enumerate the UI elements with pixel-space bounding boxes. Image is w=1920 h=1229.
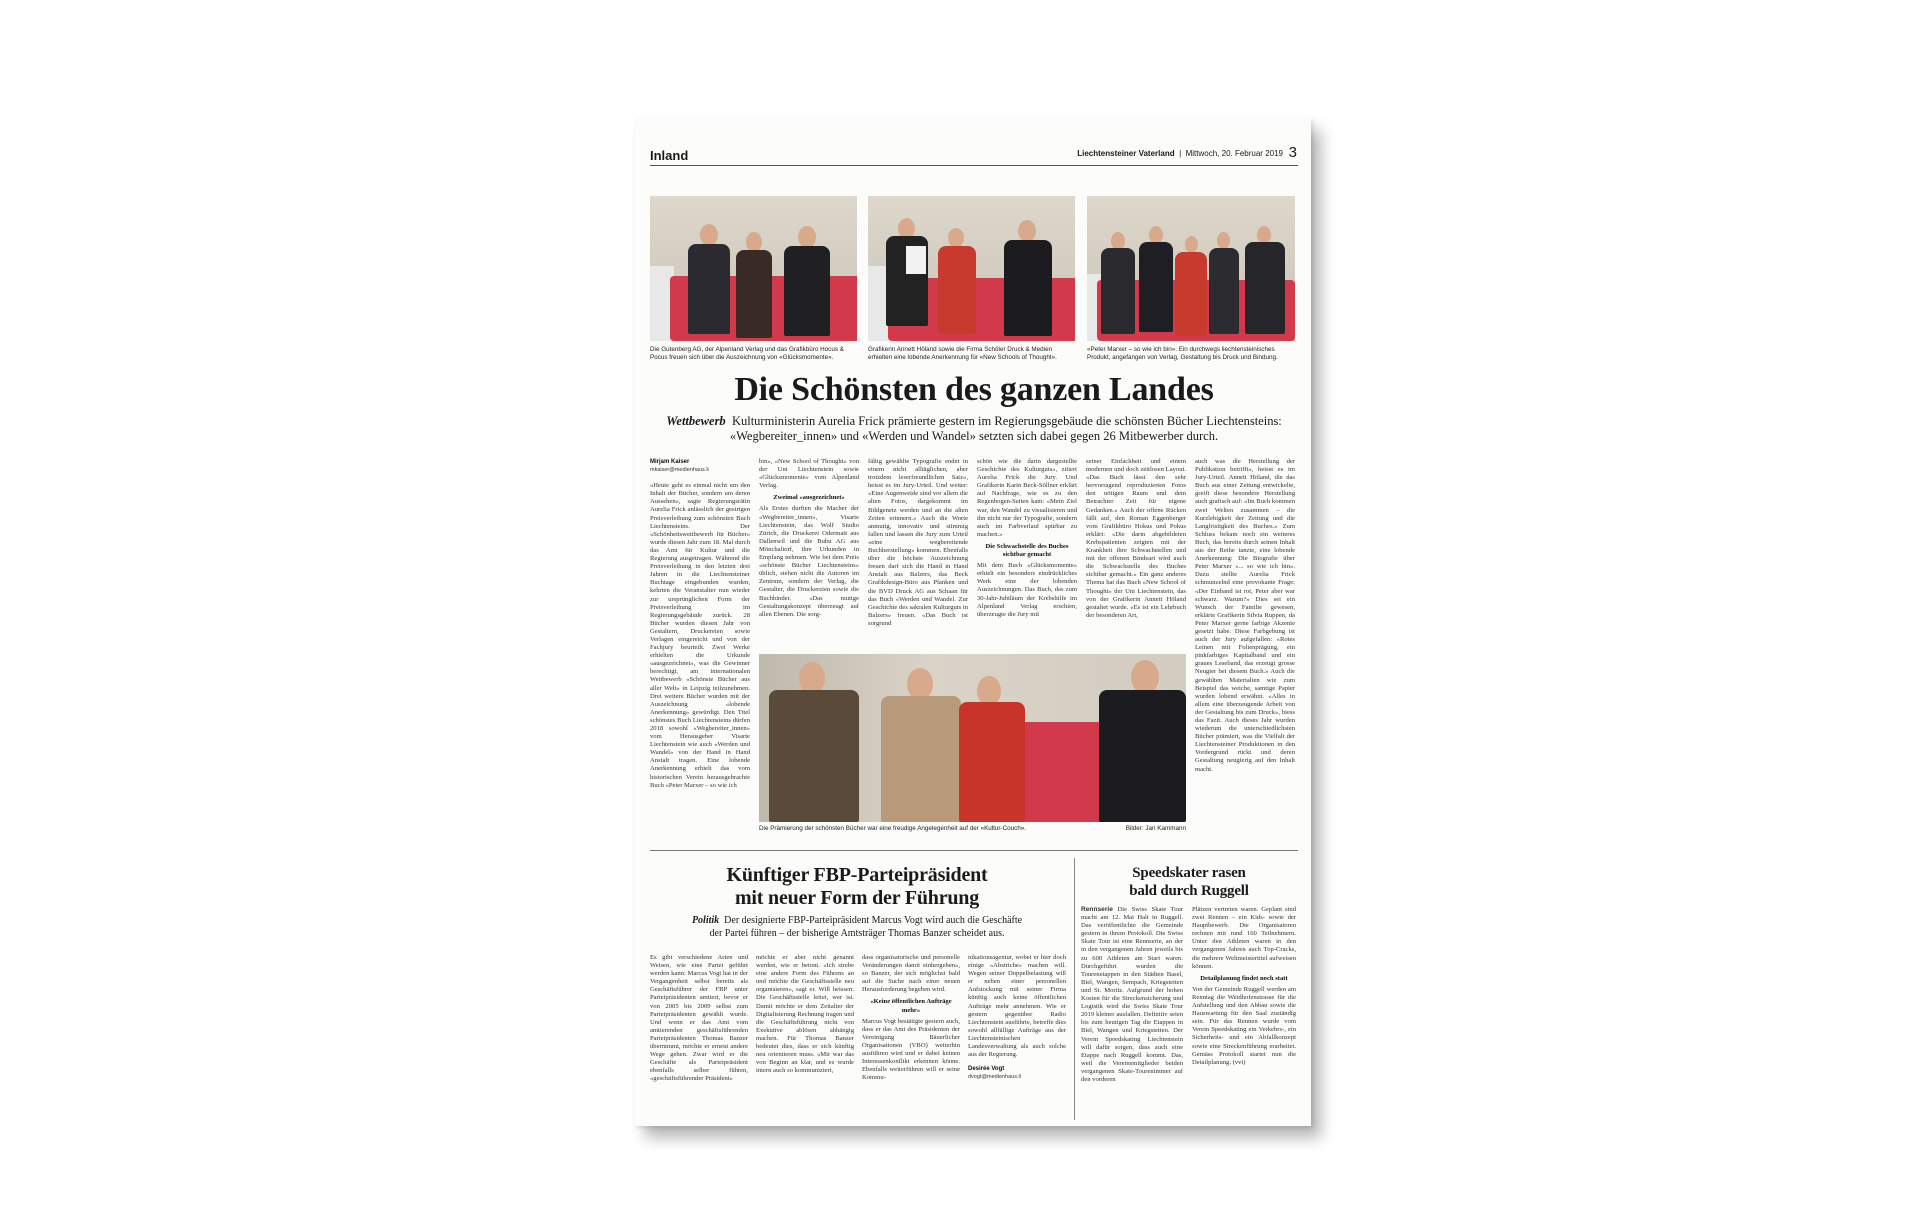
subheading-schwachstelle: Die Schwachstelle des Buches sichtbar gemacht	[985, 542, 1069, 559]
article1-deck-line1: Kulturministerin Aurelia Frick prämierte gestern im Regierungsgebäude die schönsten Bücher Liechtensteins:	[731, 414, 1282, 428]
article2-headline: Künftiger FBP-Parteipräsident mit neuer Form der Führung	[726, 864, 988, 909]
header-rule	[650, 165, 1298, 166]
article2-byline-mail: dvogt@medienhaus.li	[968, 1074, 1021, 1081]
article1-col4: schön wie die darin dargestellte Geschichte des Kulturguts», zitiert Aurelia Frick die Jury. Und Grafikerin Karin Beck-Söllner erklärt auf Nachfrage, wie es zu den Regenbogen-Seiten kam: «Mein Ziel war, den Wandel zu visualisieren und ihn nicht nur der Typografie, sondern auch im Farbverlauf spürbar zu machen.» Die Schwachstelle des Buches sichtbar gemacht Mit dem Buch «Glücksmomente» erhielt ein besonders eindrückliches Werk eine der lobenden Auszeichnungen. Das Buch, das zum 30-Jahr-Jubiläum der Krebshilfe im Alpenland Verlag erschien, überzeugte die Jury mit	[977, 458, 1077, 618]
subheading-keine-auftraege: «Keine öffentlichen Aufträge mehr»	[870, 998, 952, 1014]
article2-col2: möchte er aber nicht genannt werden, wie er betont. «Ich strebe eine andere Form des Führens an und möchte die Geschäftsstelle neu organisieren», sagt er. Will heissen: Die Geschäftsstelle leitet, wer ist. Damit möchte er dem Zeitalter der Digitalisierung Rechnung tragen und die Geschäftsführung nicht von Exekutive ablösen abhängig machen. Für Thomas Banzer bedeutet dies, dass er sich künftig neu orientieren muss. «Mir war das von Beginn an klar, und es wurde intern auch so kommuniziert,	[756, 954, 854, 1075]
issue-date: Mittwoch, 20. Februar 2019	[1185, 149, 1283, 158]
photo-caption-2: Grafikerin Annett Höland sowie die Firma Schöler Druck & Medien erhielten eine lobende Anerkennung für «New Schools of Thought».	[868, 346, 1057, 361]
article1-col6: auch was die Herstellung der Publikation betrifft», heisst es im Jury-Urteil. Annett Höland, die das Buch aus einer Zeitung entwickelte, greift diese besondere Herstellung auch grafisch auf: «Im Buch kommen zwei Welten zusammen – die Kurzlebigkeit der Zeitung und die Langfristigkeit des Buches.» Zum Schluss bekam noch ein weiteres Buch, das bereits durch seinen Inhalt aus der Reihe tanzte, eine lobende Anerkennung: Die Biografie über Peter Marxer «... so wie ich bin». Dazu stellte Aurelia Frick schmunzelnd eine provokante Frage: «Der Einband ist rot, Peter aber war schwarz. Warum?» Dies sei ein Wunsch der Familie gewesen, erklärte Grafikerin Silvia Ruppen, da Peter Marxer gerne farbige Akzente gesetzt habe. Diese Farbgebung ist auch der Jury aufgefallen: «Rotes Leinen mit Folienprägung, ein pinkfarbiges Kapitalband und ein graues Leseband, das erzeugt grosse Neugier bei diesem Buch.» Auch die gewählten Materialien wie zum Beispiel das weiche, samtige Papier wurden lobend erwähnt. «Alles in allem eine überzeugende Arbeit von der Gestaltung bis zum Druck», hiess das Fazit. Auch dieses Jahr wurden wiederum die unterschiedlichsten Bücher prämiert, was die Vielfalt der Liechtensteiner Produktionen in den Vordergrund rückt und deren Gestaltung neugierig auf den Inhalt macht.	[1195, 458, 1295, 773]
article2-col1: Es gibt verschiedene Arten und Weisen, wie eine Partei geführt werden kann: Marcus Vogt hat in der Vergangenheit selbst bereits als Geschäftsführer der FBP unter Parteipräsidenten amtiert, bevor er von 2005 bis 2009 selbst zum Parteipräsidenten gewählt wurde. Und wenn er das Amt vom amtierenden geschäftsführenden Parteipräsidenten Thomas Banzer übernimmt, möchte er erneut andere Wege gehen. Zwar wird er die Geschäfte als Parteipräsident ebenfalls selber führen, «geschäftsführender Präsident»	[650, 954, 748, 1083]
page-number: 3	[1288, 144, 1297, 161]
photo-marxer	[1087, 196, 1295, 341]
photo-kultur-couch	[759, 654, 1186, 822]
newspaper-page	[635, 118, 1311, 1126]
article1-col3: fältig gewählte Typografie endet in einem nicht alltäglichen, aber trotzdem leserfreundlichen Satz», heisst es im Jury-Urteil. Und weiter: «Eine Augenweide sind vor allem die alten Fotos, dargekommt im Bildgenetz werden und an die alten Zeiten erinnern.» Auch die Worte anmutig, innovativ und stimmig fallen und lassen die Jury zum Urteil «eine wegbereitende Buchherstellung» kommen. Ebenfalls über die höchste Auszeichnung freuen darf sich die Hand in Hand Anstalt aus Balzers, das Beck Grafikdesign-Büro aus Planken und die BVD Druck AG aus Schaan für das Buch «Werden und Wandel. Zur Geschichte des sakralen Kulturguts in Balzers» freuen. «Das Buch ist sorgrund	[868, 458, 968, 627]
article1-deck-line2: «Wegbereiter_innen» und «Werden und Wandel» setzten sich dabei gegen 26 Mitbewerber durch.	[729, 429, 1219, 443]
section-separator	[650, 850, 1298, 851]
article1-kicker: Wettbewerb	[666, 414, 726, 428]
article3-col2: Plätzen vertreten waren. Geplant sind zwei Rennen – ein Kids- sowie der Hauptbewerb. Die Organisatoren rechnen mit rund 160 Teilnehmern. Unter den Athleten waren in den vergangenen Jahren auch Top-Cracks, die mehrere Weltmeistertitel aufweisen können. Detailplanung findet noch statt Von der Gemeinde Ruggell werden am Renntag die Weidhofenstrasse für die Aufstellung und den Abbau sowie die Hauswartung für den Saal zuständig sein. Für das Rennen wurde vom Verein Speedskating ein Verkehrs-, ein Sicherheits- und ein Abfallkonzept sowie eine Streckenführung erarbeitet. Gemäss Protokoll startet nun die Detailplanung. (vvi)	[1192, 906, 1296, 1066]
article1-byline-mail: mkaiser@medienhaus.li	[650, 467, 709, 474]
article1-col1: Mirjam Kaiser mkaiser@medienhaus.li «Heute geht es einmal nicht um den Inhalt der Bücher, sondern um deren Aussehen», sagte Regierungsrätin Aurelia Frick anlässlich der gestrigen Preisverleihung zum schönsten Buch Liechtensteins. Der «Schönheitswettbewerb für Bücher» wurde diesen Jahr zum 18. Mal durch das Amt für Kultur und die Regierung ausgetragen. Während die Preisverleihung in den letzten drei Jahren in die Liechtensteiner Buchtage eingebunden wurden, kehrten die Veranstalter nun wieder zur ursprünglichen Form der Preisverleihung im Regierungsgebäude zurück. 28 Bücher wurden diesen Jahr von Gestaltern, Druckereien sowie Verlagen eingereicht und von der Fachjury beurteilt. Zwei Werke erhielten die Urkunde «ausgezeichnet», was die Gewinner berechtigt, am internationalen Wettbewerb «Schönste Bücher aus aller Welt» in Leipzig teilzunehmen. Drei weitere Bücher wurden mit der Auszeichnung «lobende Anerkennung» gewürdigt. Den Titel schönstes Buch Liechtensteins dürfen 2018 sowohl «Wegbereiter_innen» vom Herausgeber Visarte Liechtenstein wie auch «Werden und Wandel» von der Hand in Hand Anstalt tragen. Eine lobende Anerkennung erhielt das vom historischen Verein herausgebrachte Buch «Peter Marxer – so wie ich	[650, 459, 750, 789]
article2-kicker: Politik	[691, 915, 720, 926]
photo-hoeland	[868, 196, 1075, 341]
article1-col5: seiner Einfachheit und einem modernen und doch zeitlosen Layout. «Das Buch lässt den sehr hervorragend reproduzierten Fotos den nötigen Raum und dem Betrachter Zeit für eigene Gedanken.» Auch der offene Rücken fällt auf, den Roman Eggenberger vom Grafikbüro Hokus und Pokus erklärt: «Die darin abgebildeten Krebspatienten zeigten mit der Krankheit ihre Schwachstellen und mit der offenen Bindeart wird auch die Schwachstelle des Buches sichtbar gemacht.» Ein ganz anderes Thema hat das Buch «New School of Thought» der Uni Liechtenstein, das von der Grafikerin Annett Höland gestaltet wurde. «Es ist ein Lehrbuch der besonderen Art,	[1086, 458, 1186, 619]
photo-credit: Bilder: Jan Kammann	[1125, 825, 1186, 832]
photo-caption-3: «Peter Marxer – so wie ich bin»: Ein durchwegs liechtensteinisches Produkt, angefangen von Verlag, Gestaltung bis Druck und Bindung.	[1087, 346, 1278, 361]
article2-deck: Politik Der designierte FBP-Parteipräsident Marcus Vogt wird auch die Geschäfte der Partei führen – der bisherige Amtsträger Thomas Banzer scheidet aus.	[691, 915, 1023, 939]
article2-col3: dass organisatorische und personelle Veränderungen damit einhergehen», so Banzer, der sich möglichst bald auf die Suche nach einer neuen Herausforderung begeben wird. «Keine öffentlichen Aufträge mehr» Marcus Vogt bestätigte gestern auch, dass er das Amt des Präsidenten der Vereinigung Bäuerlicher Organisationen (VBO) weiterhin ausführen wird und er dabei keinen Interessenkonflikt erkennen könne. Ebenfalls weiterführen will er seine Kommu-	[862, 954, 960, 1082]
subheading-detailplanung: Detailplanung findet noch statt	[1200, 974, 1288, 982]
column-separator	[1074, 858, 1075, 1120]
article2-byline: Desirée Vogt	[968, 1066, 1005, 1073]
photo-caption-1: Die Gutenberg AG, der Alpenland Verlag und das Grafikbüro Hocus & Pocus freuen sich über die Auszeichnung von «Glücksmomente».	[650, 346, 844, 361]
masthead-title: Liechtensteiner Vaterland	[1077, 149, 1175, 158]
article3-lead-label: Rennserie	[1081, 906, 1113, 913]
article1-deck	[650, 414, 1298, 444]
section-label: Inland	[650, 148, 689, 163]
masthead: Liechtensteiner Vaterland | Mittwoch, 20. Februar 2019	[1077, 149, 1283, 158]
article1-headline: Die Schönsten des ganzen Landes	[734, 371, 1214, 408]
article2-col4: nikationsagentur, wobei er hier doch einige «Abstriche» machen will. Wegen seiner Doppelbelastung will er neben einer personellen Aufstockung mit seiner Firma künftig auch keine öffentlichen Aufträge mehr annehmen. Wie er gestern gegenüber Radio Liechtenstein ausführte, betreffe dies sowohl allfällige Aufträge aus der Liechtensteinischen Landesverwaltung als auch solche aus der Regierung. Desirée Vogt dvogt@medienhaus.li	[968, 954, 1066, 1081]
subheading-zweimal: Zweimal «ausgezeichnet»	[773, 494, 845, 502]
big-photo-caption: Die Prämierung der schönsten Bücher war eine freudige Angelegenheit auf der «Kultur-Couch».	[759, 825, 1027, 832]
article3-col1: Rennserie Die Swiss Skate Tour macht am 12. Mai Halt in Ruggell. Das veröffentlichte die Gemeinde gestern in ihrem Protokoll. Die Swiss Skate Tour ist eine Rennserie, an der in den vergangenen Jahren jeweils bis zu 600 Athleten am Start waren. Durchgeführt wurden die Tourenetappen in den Städten Basel, Biel, Wangen, Sempach, Kriegstetten und St. Moritz. Aufgrund der hohen Kosten für die Streckensicherung und Logistik wird die Swiss Skate Tour 2019 kleiner ausfallen. Definitiv seien bis zum heutigen Tag die Etappen in Biel, Wangen und Kriegstetten. Der Verein Speedskating Liechtenstein will dafür sorgen, dass auch eine Etappe nach Ruggell kommt. Das, weil die Vereinsmitglieder beiden vergangenen Skate-Tourenimmer auf den vorderen	[1081, 906, 1183, 1083]
article1-col2: bin», «New School of Thought» von der Uni Liechtenstein sowie «Glücksmomente» vom Alpenland Verlag. Zweimal «ausgezeichnet» Als Erstes durften die Macher der «Wegbereiter_innen», Visarte Liechtenstein, das Wolf Studio Zürich, die Druckerei Odermatt aus Dallenwil und die Bubu AG aus Mönchaltorf, ihre Urkunden in Empfang nehmen. Wie bei dem Preis «schönste Bücher Liechtensteins» üblich, stehen nicht die Autoren im Zentrum, sondern der Verlag, die Gestalter, die Druckereien sowie die Buchbinder. «Das mutige Gestaltungskonzept überzeugt auf allen Ebenen. Die sorg-	[759, 458, 859, 618]
article1-byline: Mirjam Kaiser	[650, 459, 690, 465]
photo-gutenberg	[650, 196, 857, 341]
article3-headline: Speedskater rasen bald durch Ruggell	[1129, 865, 1249, 899]
